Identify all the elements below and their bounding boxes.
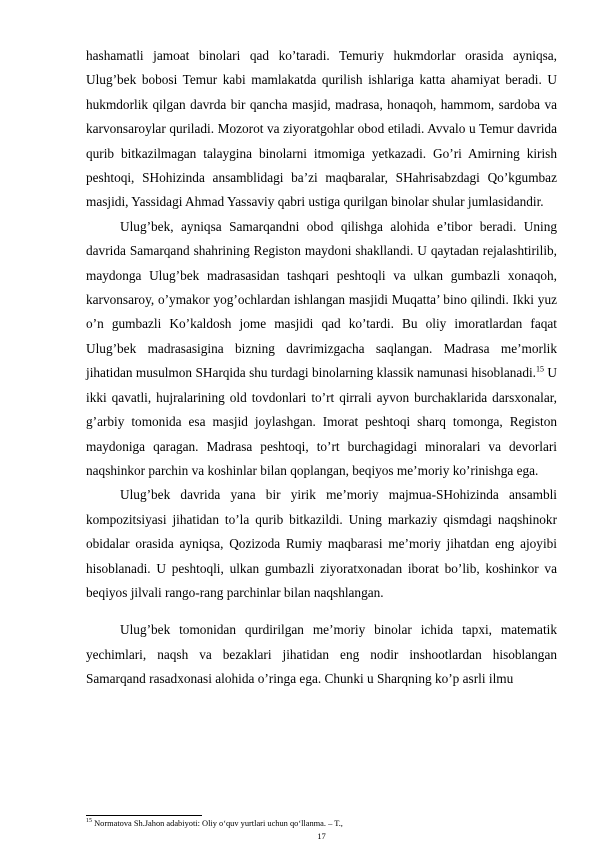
paragraph-3: Ulug’bek davrida yana bir yirik me’moriy majmua-SHohizinda ansambli kompozitsiyasi jihatidan to’la qurib bitkazildi. Uning markaziy qismdagi naqshinokr obidalar orasida ayniqsa, Qozizoda Rumiy maqbarasi me’moriy jihatdan eng ajoyibi hisoblanadi. U peshtoqli, ulkan gumbazli ziyoratxonadan iborat bo’lib, koshinkor va beqiyos jilvali rango-rang parchinlar bilan naqshlangan. [86,487,557,600]
footnote [86,819,556,829]
paragraph-4: Ulug’bek tomonidan qurdirilgan me’moriy binolar ichida tapxi, matematik yechimlari, naqsh va bezaklari jihatidan eng nodir inshootlardan hisoblangan Samarqand rasadxonasi alohida o’ringa ega. Chunki u Sharqning ko’p asrli ilmu [86,622,557,687]
footnote-number: 15 [86,818,92,825]
page-number: 17 [317,831,326,841]
footnote-text: Normatova Sh.Jahon adabiyoti: Oliy o‘quv yurtlari uchun qo‘llanma. – T., [92,819,343,828]
paragraph-2-text-after: U ikki qavatli, hujralarining old tovdonlari to’rt qirrali ayvon burchaklarida darsxonalar, g’arbiy tomonida esa masjid joylashgan. Imorat peshtoqi sharq tomonga, Registon maydoniga qaragan. Madrasa peshtoqi, to’rt burchagidagi minoralari va devorlari naqshinkor parchin va koshinlar bilan qoplangan, beqiyos me’moriy ko’rinishga ega. [86,365,557,478]
footnote-reference[interactable]: 15 [536,364,544,374]
paragraph-1: hashamatli jamoat binolari qad ko’taradi. Temuriy hukmdorlar orasida ayniqsa, Ulug’bek bobosi Temur kabi mamlakatda qurilish ishlariga katta ahamiyat beradi. U hukmdorlik qilgan davrda bir qancha masjid, madrasa, honaqoh, hammom, sardoba va karvonsaroylar quriladi. Mozorot va ziyoratgohlar obod etiladi. Avvalo u Temur davrida qurib bitkazilmagan talaygina binolarni itmomiga yetkazadi. Go’ri Amirning kirish peshtoqi, SHohizinda ansamblidagi ba’zi maqbaralar, SHahrisabzdagi Qo’kgumbaz masjidi, Yassidagi Ahmad Yassaviy qabri ustiga qurilgan binolar shular jumlasidandir. [86,48,557,210]
paragraph-2 [86,215,557,483]
paragraph-2-text-before: Ulug’bek, ayniqsa Samarqandni obod qilishga alohida e’tibor beradi. Uning davrida Samarqand shahrining Registon maydoni shakllandi. U qaytadan rejalashtirilib, maydonga Ulug’bek madrasasidan tashqari peshtoqli va ulkan gumbazli xonaqoh, karvonsaroy, o’ymakor yog’ochlardan ishlangan masjidi Muqatta’ bino qilindi. Ikki yuz o’n gumbazli Ko’kaldosh jome masjidi qad ko’tardi. Bu oliy imoratlardan faqat Ulug’bek madrasasigina bizning davrimizgacha saqlangan. Madrasa me’morlik jihatidan musulmon SHarqida shu turdagi binolarning klassik namunasi hisoblanadi. [86,218,557,381]
page-body [86,44,557,692]
footnote-divider [86,815,202,816]
